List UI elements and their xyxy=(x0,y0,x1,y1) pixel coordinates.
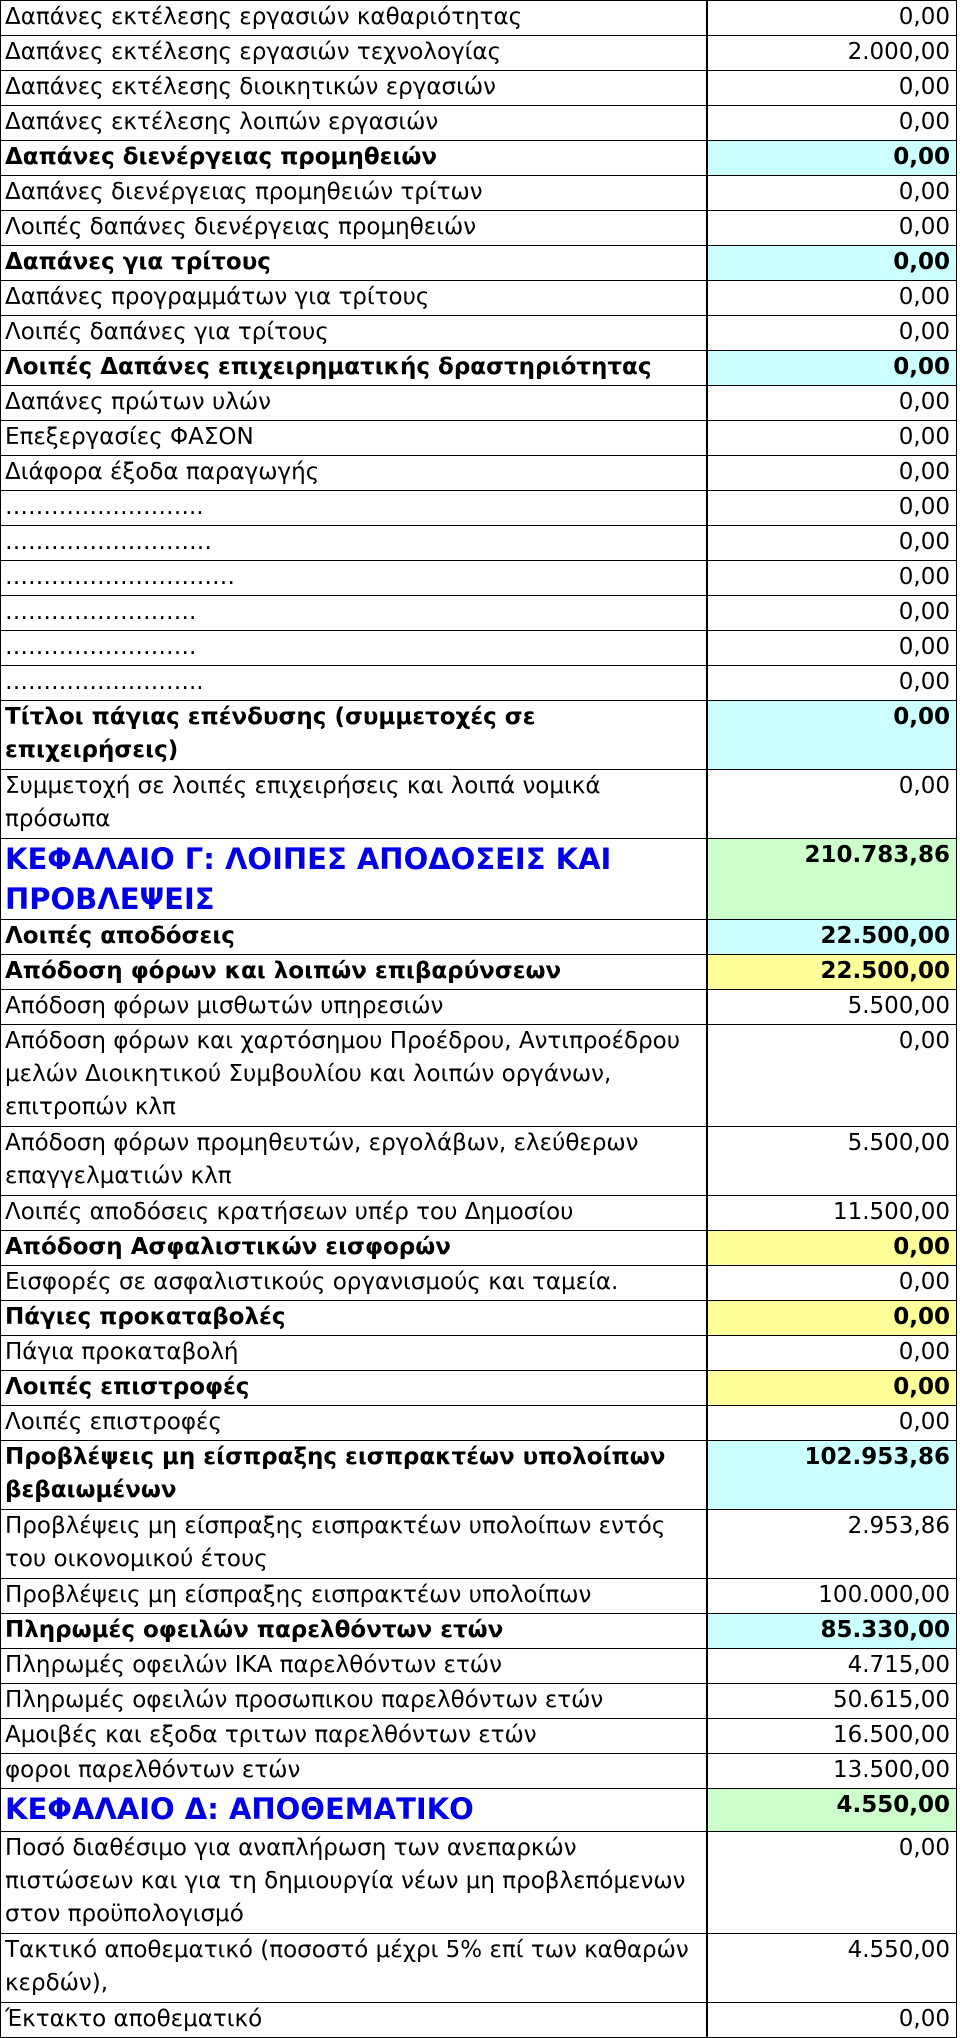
row-label: Δαπάνες πρώτων υλών xyxy=(1,386,707,421)
row-value: 11.500,00 xyxy=(707,1196,957,1231)
row-value: 4.715,00 xyxy=(707,1649,957,1684)
chapter-total: 210.783,86 xyxy=(707,839,957,920)
row-label: Λοιπές επιστροφές xyxy=(1,1371,707,1406)
table-row xyxy=(1,386,957,421)
table-row xyxy=(1,281,957,316)
row-value: 0,00 xyxy=(707,1025,957,1127)
row-label: φοροι παρελθόντων ετών xyxy=(1,1754,707,1789)
row-label: Αμοιβές και εξοδα τριτων παρελθόντων ετών xyxy=(1,1719,707,1754)
table-row xyxy=(1,1266,957,1301)
row-value: 0,00 xyxy=(707,1,957,36)
row-value: 0,00 xyxy=(707,281,957,316)
row-value: 0,00 xyxy=(707,351,957,386)
row-label: Επεξεργασίες ΦΑΣΟΝ xyxy=(1,421,707,456)
row-value: 0,00 xyxy=(707,106,957,141)
table-row xyxy=(1,456,957,491)
row-value: 0,00 xyxy=(707,666,957,701)
row-label: Δαπάνες για τρίτους xyxy=(1,246,707,281)
row-value: 100.000,00 xyxy=(707,1579,957,1614)
row-value: 0,00 xyxy=(707,176,957,211)
subtotal-row xyxy=(1,246,957,281)
table-row xyxy=(1,1025,957,1127)
table-row xyxy=(1,36,957,71)
row-label: Απόδοση φόρων μισθωτών υπηρεσιών xyxy=(1,990,707,1025)
chapter-row xyxy=(1,1789,957,1832)
table-row xyxy=(1,1719,957,1754)
row-label: Έκτακτο αποθεματικό xyxy=(1,2003,707,2038)
row-label: Διάφορα έξοδα παραγωγής xyxy=(1,456,707,491)
row-label: Δαπάνες εκτέλεσης εργασιών καθαριότητας xyxy=(1,1,707,36)
row-value: 16.500,00 xyxy=(707,1719,957,1754)
row-label: Λοιπές αποδόσεις κρατήσεων υπέρ του Δημοσίου xyxy=(1,1196,707,1231)
row-label: Τίτλοι πάγιας επένδυσης (συμμετοχές σε επιχειρήσεις) xyxy=(1,701,707,770)
row-value: 0,00 xyxy=(707,701,957,770)
chapter-total: 4.550,00 xyxy=(707,1789,957,1832)
row-value: 0,00 xyxy=(707,1832,957,1934)
subtotal-row xyxy=(1,1441,957,1510)
subtotal-row xyxy=(1,701,957,770)
row-label: Λοιπές δαπάνες για τρίτους xyxy=(1,316,707,351)
row-value: 0,00 xyxy=(707,211,957,246)
subtotal-row xyxy=(1,141,957,176)
row-label: Προβλέψεις μη είσπραξης εισπρακτέων υπολοίπων xyxy=(1,1579,707,1614)
row-label: Δαπάνες διενέργειας προμηθειών xyxy=(1,141,707,176)
row-value: 0,00 xyxy=(707,1231,957,1266)
row-value: 0,00 xyxy=(707,141,957,176)
subtotal-row xyxy=(1,351,957,386)
row-value: 22.500,00 xyxy=(707,955,957,990)
row-value: 0,00 xyxy=(707,1266,957,1301)
table-row xyxy=(1,1510,957,1579)
table-row xyxy=(1,1336,957,1371)
row-value: 2.953,86 xyxy=(707,1510,957,1579)
table-row xyxy=(1,106,957,141)
table-row xyxy=(1,176,957,211)
row-label: Προβλέψεις μη είσπραξης εισπρακτέων υπολοίπων εντός του οικονομικού έτους xyxy=(1,1510,707,1579)
row-value: 0,00 xyxy=(707,421,957,456)
row-value: 0,00 xyxy=(707,631,957,666)
row-label: Απόδοση Ασφαλιστικών εισφορών xyxy=(1,1231,707,1266)
table-row xyxy=(1,1196,957,1231)
row-value: 13.500,00 xyxy=(707,1754,957,1789)
row-value: 102.953,86 xyxy=(707,1441,957,1510)
subtotal-row xyxy=(1,1614,957,1649)
table-row xyxy=(1,1832,957,1934)
table-row xyxy=(1,491,957,526)
chapter-title: ΚΕΦΑΛΑΙΟ Γ: ΛΟΙΠΕΣ ΑΠΟΔΟΣΕΙΣ ΚΑΙ ΠΡΟΒΛΕΨΕΙΣ xyxy=(1,839,707,920)
row-label: ……………………. xyxy=(1,596,707,631)
table-row xyxy=(1,596,957,631)
row-label: Δαπάνες εκτέλεσης διοικητικών εργασιών xyxy=(1,71,707,106)
row-label: Λοιπές αποδόσεις xyxy=(1,920,707,955)
row-value: 0,00 xyxy=(707,561,957,596)
chapter-row xyxy=(1,839,957,920)
row-value: 0,00 xyxy=(707,386,957,421)
row-value: 22.500,00 xyxy=(707,920,957,955)
table-row xyxy=(1,1934,957,2003)
row-value: 5.500,00 xyxy=(707,990,957,1025)
row-label: Λοιπές Δαπάνες επιχειρηματικής δραστηριότητας xyxy=(1,351,707,386)
row-value: 0,00 xyxy=(707,526,957,561)
table-row xyxy=(1,2003,957,2038)
row-label: Απόδοση φόρων προμηθευτών, εργολάβων, ελεύθερων επαγγελματιών κλπ xyxy=(1,1127,707,1196)
row-label: Δαπάνες εκτέλεσης λοιπών εργασιών xyxy=(1,106,707,141)
row-label: Λοιπές δαπάνες διενέργειας προμηθειών xyxy=(1,211,707,246)
row-label: Προβλέψεις μη είσπραξης εισπρακτέων υπολοίπων βεβαιωμένων xyxy=(1,1441,707,1510)
row-label: …………………….. xyxy=(1,666,707,701)
row-label: Εισφορές σε ασφαλιστικούς οργανισμούς και ταμεία. xyxy=(1,1266,707,1301)
row-label: Δαπάνες διενέργειας προμηθειών τρίτων xyxy=(1,176,707,211)
row-value: 0,00 xyxy=(707,246,957,281)
subtotal-row xyxy=(1,1231,957,1266)
table-row xyxy=(1,1684,957,1719)
row-value: 50.615,00 xyxy=(707,1684,957,1719)
row-label: Πληρωμές οφειλών προσωπικου παρελθόντων ετών xyxy=(1,1684,707,1719)
row-label: Τακτικό αποθεματικό (ποσοστό μέχρι 5% επί των καθαρών κερδών), xyxy=(1,1934,707,2003)
table-row xyxy=(1,990,957,1025)
row-label: Συμμετοχή σε λοιπές επιχειρήσεις και λοιπά νομικά πρόσωπα xyxy=(1,770,707,839)
row-label: Πάγιες προκαταβολές xyxy=(1,1301,707,1336)
table-row xyxy=(1,1649,957,1684)
row-value: 4.550,00 xyxy=(707,1934,957,2003)
chapter-title: ΚΕΦΑΛΑΙΟ Δ: ΑΠΟΘΕΜΑΤΙΚΟ xyxy=(1,1789,707,1832)
row-label: Ποσό διαθέσιμο για αναπλήρωση των ανεπαρκών πιστώσεων και για τη δημιουργία νέων μη προβλεπόμενων στον προϋπολογισμό xyxy=(1,1832,707,1934)
table-row xyxy=(1,1754,957,1789)
table-row xyxy=(1,71,957,106)
row-value: 0,00 xyxy=(707,2003,957,2038)
table-row xyxy=(1,631,957,666)
row-label: Λοιπές επιστροφές xyxy=(1,1406,707,1441)
row-value: 0,00 xyxy=(707,596,957,631)
table-row xyxy=(1,770,957,839)
subtotal-row xyxy=(1,1301,957,1336)
table-row xyxy=(1,526,957,561)
row-value: 0,00 xyxy=(707,316,957,351)
row-value: 0,00 xyxy=(707,770,957,839)
subtotal-row xyxy=(1,1371,957,1406)
row-value: 0,00 xyxy=(707,1301,957,1336)
row-label: Δαπάνες εκτέλεσης εργασιών τεχνολογίας xyxy=(1,36,707,71)
subtotal-row xyxy=(1,955,957,990)
row-value: 0,00 xyxy=(707,1406,957,1441)
row-label: Πληρωμές οφειλών ΙΚΑ παρελθόντων ετών xyxy=(1,1649,707,1684)
row-label: Απόδοση φόρων και χαρτόσημου Προέδρου, Αντιπροέδρου μελών Διοικητικού Συμβουλίου και λοιπών οργάνων, επιτροπών κλπ xyxy=(1,1025,707,1127)
row-value: 0,00 xyxy=(707,1371,957,1406)
subtotal-row xyxy=(1,920,957,955)
table-row xyxy=(1,666,957,701)
row-label: …………………….. xyxy=(1,491,707,526)
row-label: Απόδοση φόρων και λοιπών επιβαρύνσεων xyxy=(1,955,707,990)
table-row xyxy=(1,421,957,456)
row-value: 0,00 xyxy=(707,71,957,106)
row-value: 85.330,00 xyxy=(707,1614,957,1649)
row-value: 0,00 xyxy=(707,456,957,491)
row-value: 0,00 xyxy=(707,491,957,526)
table-row xyxy=(1,1,957,36)
table-row xyxy=(1,316,957,351)
table-row xyxy=(1,211,957,246)
row-label: ……………………… xyxy=(1,526,707,561)
table-row xyxy=(1,1127,957,1196)
row-label: ………………………… xyxy=(1,561,707,596)
table-row xyxy=(1,1579,957,1614)
table-row xyxy=(1,561,957,596)
table-row xyxy=(1,1406,957,1441)
row-value: 5.500,00 xyxy=(707,1127,957,1196)
row-value: 2.000,00 xyxy=(707,36,957,71)
row-value: 0,00 xyxy=(707,1336,957,1371)
row-label: Δαπάνες προγραμμάτων για τρίτους xyxy=(1,281,707,316)
row-label: ……………………. xyxy=(1,631,707,666)
row-label: Πάγια προκαταβολή xyxy=(1,1336,707,1371)
row-label: Πληρωμές οφειλών παρελθόντων ετών xyxy=(1,1614,707,1649)
